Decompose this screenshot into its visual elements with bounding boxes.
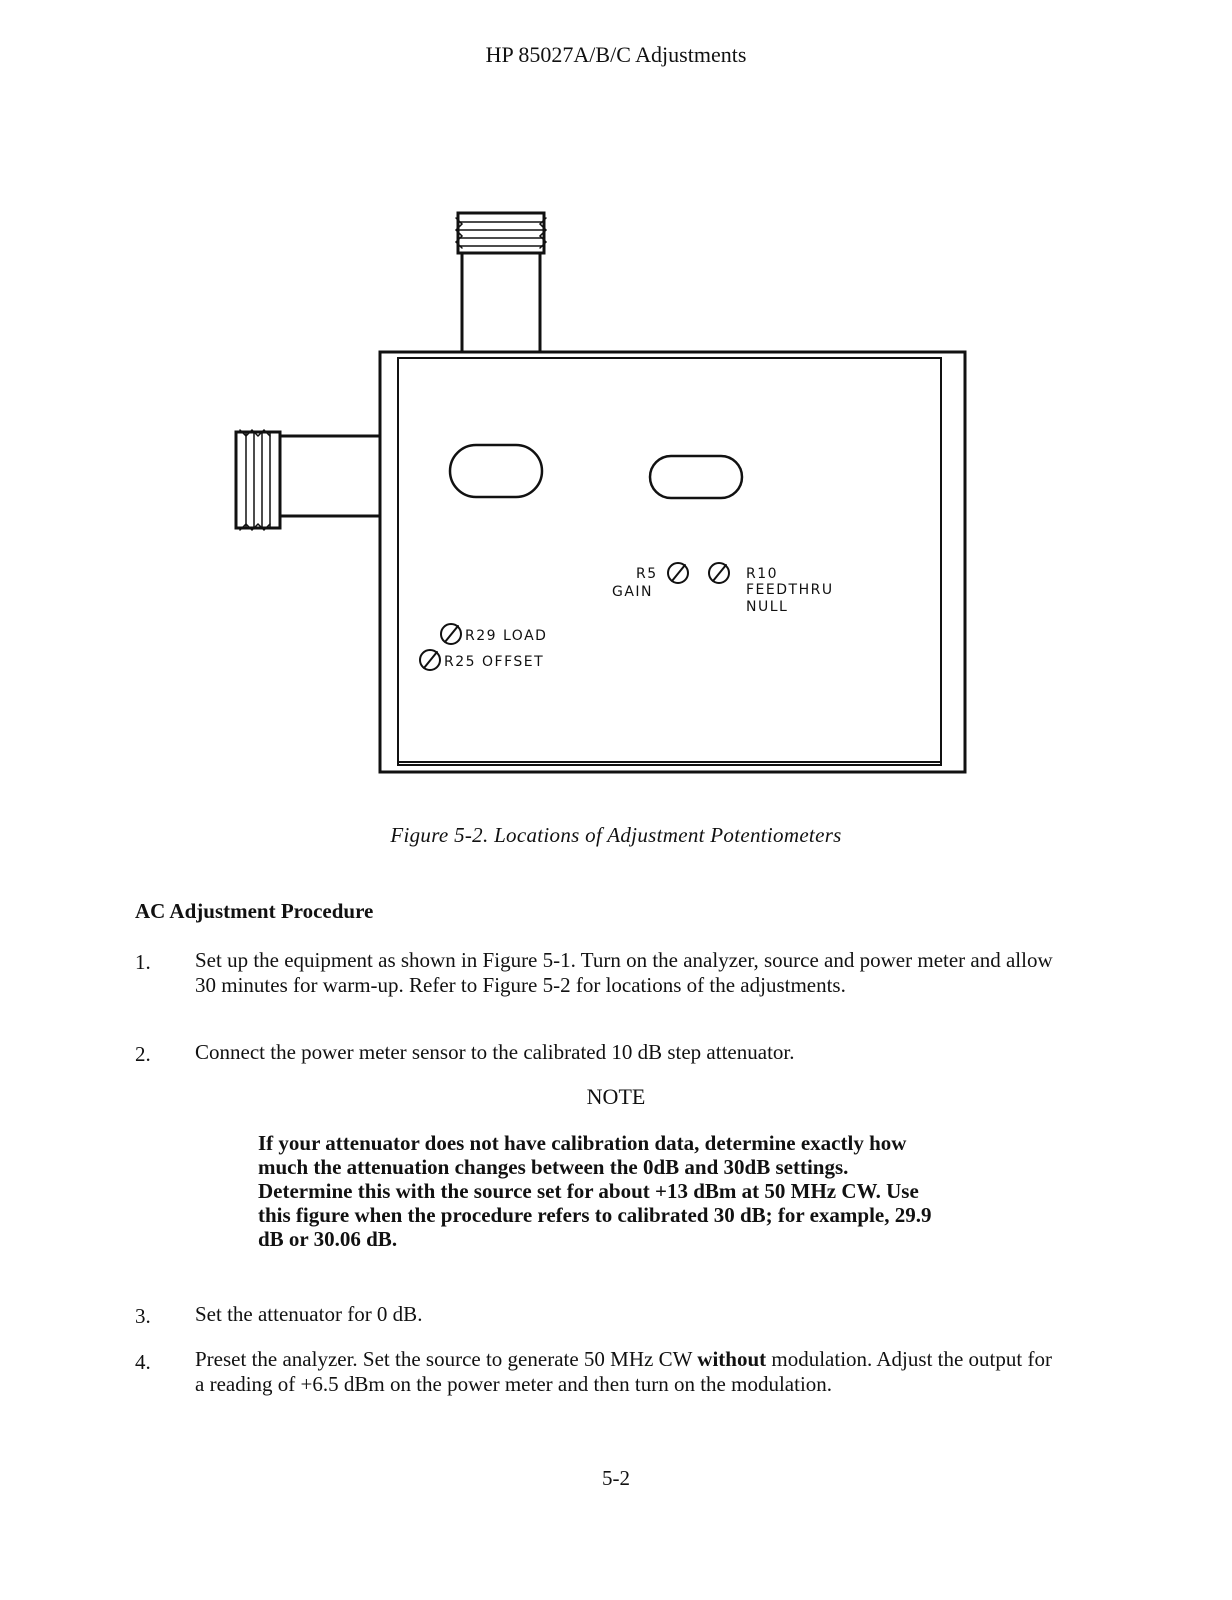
step-3-text: Set the attenuator for 0 dB.	[195, 1302, 423, 1326]
figure-caption: Figure 5-2. Locations of Adjustment Potentiometers	[390, 823, 842, 847]
step-4-text-post: modulation. Adjust the output for a reading of +6.5 dBm on the power meter and then turn on the modulation.	[195, 1347, 1052, 1396]
page-number: 5-2	[602, 1466, 630, 1490]
step-2-number: 2.	[135, 1042, 151, 1066]
pot-r5-icon	[668, 563, 688, 583]
housing-outer	[380, 352, 965, 772]
housing-inner	[398, 358, 941, 765]
pot-r25-icon	[420, 650, 440, 670]
step-4-text	[195, 1347, 1055, 1397]
step-1-text: Set up the equipment as shown in Figure 5-1. Turn on the analyzer, source and power meter and allow 30 minutes for warm-up. Refer to Figure 5-2 for locations of the adjustments.	[195, 948, 1053, 997]
access-slot-left	[450, 445, 542, 497]
label-feedthru: FEEDTHRU	[746, 582, 834, 598]
top-connector	[456, 213, 546, 352]
step-3-number: 3.	[135, 1304, 151, 1328]
label-r10: R10	[746, 566, 779, 582]
left-connector	[236, 430, 380, 530]
label-gain: GAIN	[612, 584, 654, 600]
label-r25-offset: R25 OFFSET	[444, 654, 545, 670]
note-body: If your attenuator does not have calibration data, determine exactly how much the attenuation changes between the 0dB and 30dB settings. Determine this with the source set for about +13 dBm at 50 MHz CW. Use this figure when the procedure refers to calibrated 30 dB; for example, 29.9 dB or 30.06 dB.	[258, 1131, 932, 1251]
page-header: HP 85027A/B/C Adjustments	[485, 42, 747, 67]
pot-r10-icon	[709, 563, 729, 583]
step-4-text-pre: Preset the analyzer. Set the source to generate 50 MHz CW	[195, 1347, 698, 1371]
access-slot-right	[650, 456, 742, 498]
step-4-text-bold: without	[697, 1347, 767, 1371]
step-1-number: 1.	[135, 950, 151, 974]
label-r5: R5	[636, 566, 658, 582]
step-4-number: 4.	[135, 1350, 151, 1374]
note-title: NOTE	[586, 1084, 646, 1109]
step-2-text: Connect the power meter sensor to the calibrated 10 dB step attenuator.	[195, 1040, 795, 1064]
section-title: AC Adjustment Procedure	[135, 899, 374, 923]
label-r29-load: R29 LOAD	[465, 628, 548, 644]
pot-r29-icon	[441, 624, 461, 644]
label-null: NULL	[746, 599, 789, 615]
